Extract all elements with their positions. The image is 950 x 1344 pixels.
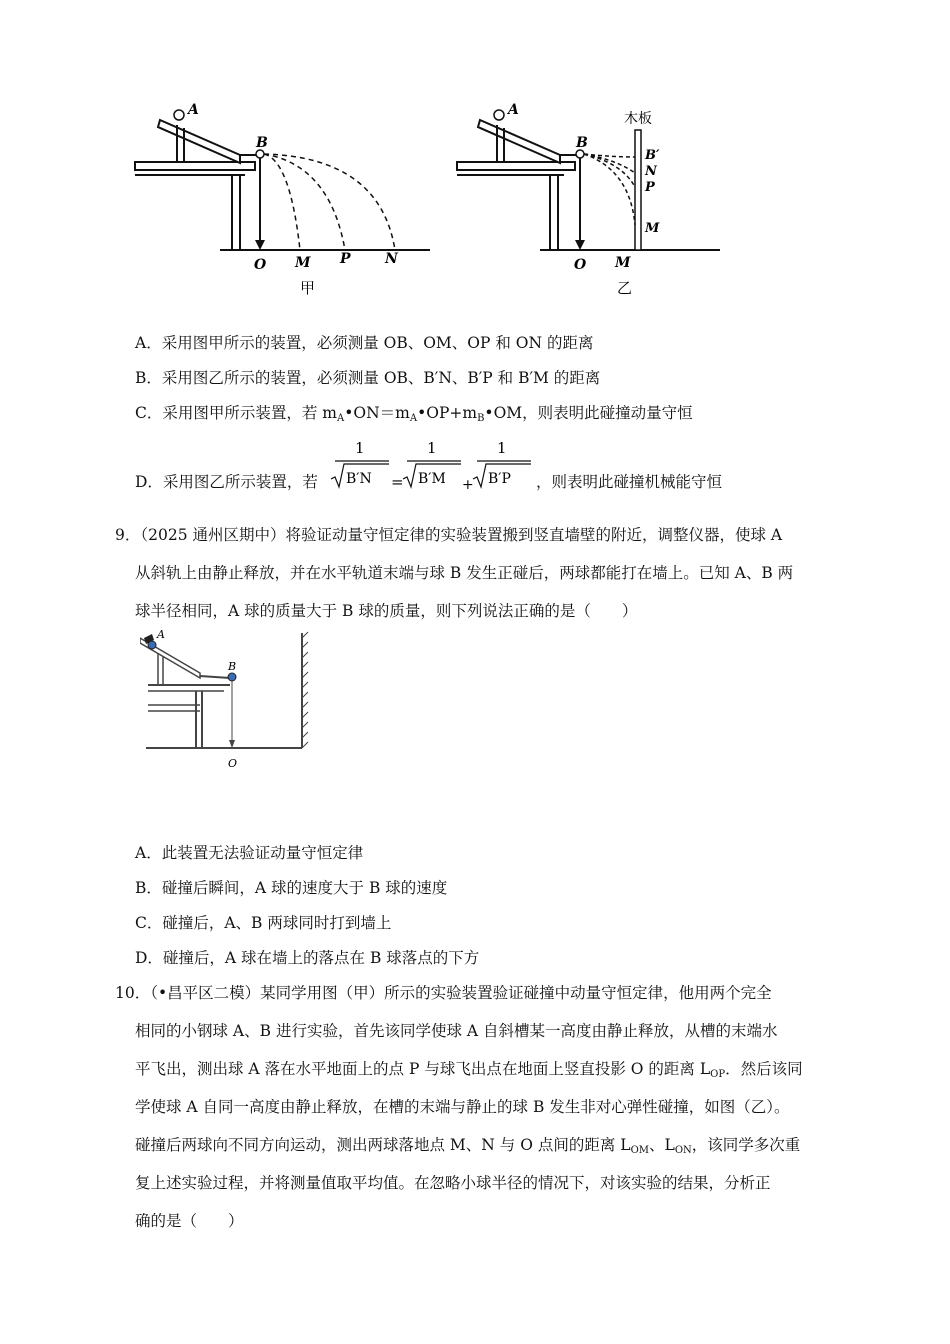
subscript: ON [674, 1145, 692, 1156]
q8-option-b: B．采用图乙所示的装置，必须测量 OB、B′N、B′P 和 B′M 的距离 [135, 369, 601, 387]
label-P: P [340, 251, 351, 267]
q9-line-2: 从斜轨上由静止释放，并在水平轨道末端与球 B 发生正碰后，两球都能打在墙上。已知 A、B 两 [135, 564, 794, 582]
q8-option-d-tail: ，则表明此碰撞机械能守恒 [536, 473, 723, 491]
numerator: 1 [497, 439, 507, 457]
caption-jia: 甲 [300, 279, 316, 297]
q10-line-4: 学使球 A 自同一高度由静止释放，在槽的末端与静止的球 B 发生非对心弹性碰撞，如图（乙）。 [135, 1098, 790, 1116]
q10-text: ，该同学多次重 [691, 1136, 801, 1154]
q9-option-d: D．碰撞后，A 球在墙上的落点在 B 球落点的下方 [135, 949, 480, 967]
label-N: N [645, 164, 657, 179]
figure-yi [452, 95, 732, 305]
q10-text: ．然后该同 [725, 1060, 803, 1078]
radicand: B′N [346, 471, 372, 487]
label-O: O [574, 257, 587, 273]
q10-text: 平飞出，测出球 A 落在水平地面上的点 P 与球飞出点在地面上竖直投影 O 的距离 L [135, 1060, 711, 1078]
label-B: B [576, 135, 588, 151]
subscript: A [337, 413, 345, 424]
q10-line-5 [135, 1135, 800, 1161]
q8-c-text: •OP+m [417, 404, 478, 422]
caption-yi: 乙 [617, 279, 633, 297]
label-N: N [385, 251, 398, 267]
numerator: 1 [427, 439, 437, 457]
q9-line-1: 9．（2025 通州区期中）将验证动量守恒定律的实验装置搬到竖直墙壁的附近，调整仪器，使球 A [115, 526, 783, 544]
label-B: B [256, 135, 268, 151]
label-board: 木板 [624, 111, 652, 127]
q10-line-6: 复上述实验过程，并将测量值取平均值。在忽略小球半径的情况下，对该实验的结果，分析正 [135, 1174, 771, 1192]
q8-c-text: C．采用图甲所示装置，若 m [135, 404, 337, 422]
subscript: OM [630, 1145, 650, 1156]
q10-text: 碰撞后两球向不同方向运动，测出两球落地点 M、N 与 O 点间的距离 L [135, 1136, 631, 1154]
numerator: 1 [355, 439, 365, 457]
label-M: M [615, 255, 631, 271]
label-A: A [188, 102, 199, 118]
q9-option-a: A．此装置无法验证动量守恒定律 [135, 844, 364, 862]
label-B: B [228, 660, 237, 673]
q8-c-text: •OM，则表明此碰撞动量守恒 [484, 404, 693, 422]
radicand: B′M [418, 471, 446, 487]
plus-sign: + [462, 477, 474, 493]
label-B-prime: B′ [645, 148, 660, 163]
q8-c-text: •ON＝m [344, 404, 410, 422]
q9-line-3: 球半径相同，A 球的质量大于 B 球的质量，则下列说法正确的是（ ） [135, 602, 638, 620]
subscript: B [477, 413, 485, 424]
label-A: A [508, 102, 519, 118]
label-P: P [645, 180, 655, 195]
label-M: M [295, 255, 311, 271]
label-M-wall: M [645, 221, 660, 236]
figure-jia [130, 95, 450, 305]
q10-line-1: 10．（•昌平区二模）某同学用图（甲）所示的实验装置验证碰撞中动量守恒定律，他用两个完全 [115, 984, 772, 1002]
label-O: O [254, 257, 267, 273]
q9-option-c: C．碰撞后，A、B 两球同时打到墙上 [135, 914, 392, 932]
q8-option-a: A．采用图甲所示的装置，必须测量 OB、OM、OP 和 ON 的距离 [135, 334, 594, 352]
label-O: O [228, 757, 238, 770]
radicand: B′P [488, 471, 511, 487]
figure-q9 [140, 628, 320, 773]
q8-option-c [135, 403, 693, 429]
q10-line-3 [135, 1059, 803, 1085]
label-A: A [157, 628, 165, 641]
q10-text: 、L [649, 1136, 675, 1154]
q10-line-7: 确的是（ ） [135, 1212, 244, 1230]
subscript: A [409, 413, 418, 424]
q8-option-d-lead: D．采用图乙所示装置，若 [135, 473, 318, 491]
subscript: OP [710, 1069, 726, 1080]
q8-d-formula [327, 437, 537, 495]
q9-option-b: B．碰撞后瞬间，A 球的速度大于 B 球的速度 [135, 879, 448, 897]
equals-sign: = [391, 473, 404, 491]
q10-line-2: 相同的小钢球 A、B 进行实验，首先该同学使球 A 自斜槽某一高度由静止释放，从槽的末端水 [135, 1022, 778, 1040]
